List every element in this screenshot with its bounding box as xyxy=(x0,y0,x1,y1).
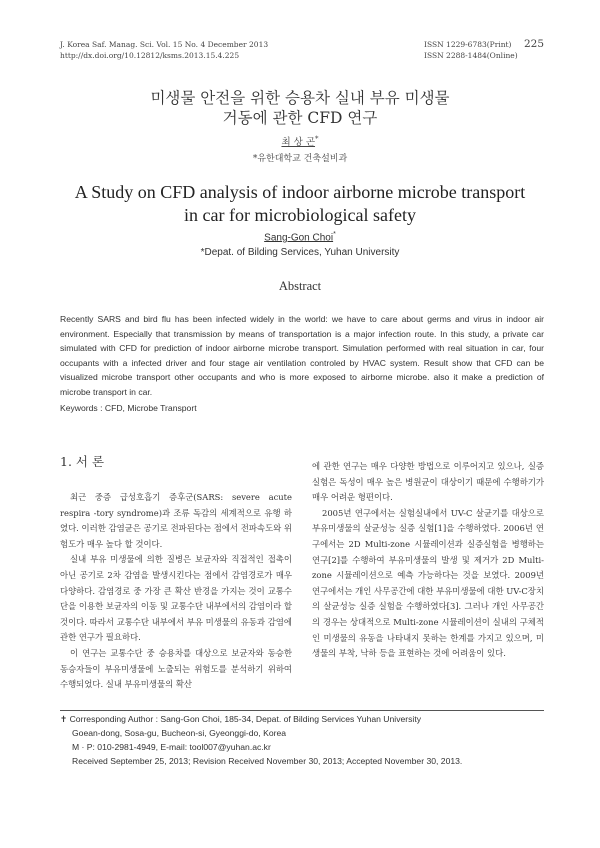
english-affiliation: *Depat. of Bilding Services, Yuhan University xyxy=(200,247,400,258)
korean-affiliation: *유한대학교 건축설비과 xyxy=(252,154,348,164)
english-author-mark: * xyxy=(333,231,336,238)
english-author-name: Sang-Gon Choi xyxy=(264,232,334,244)
korean-author-name: 최 상 곤 xyxy=(281,137,316,148)
issn-print: ISSN 1229-6783(Print) xyxy=(424,40,512,49)
english-author xyxy=(0,231,600,243)
keywords: Keywords : CFD, Microbe Transport xyxy=(60,403,197,413)
footnote-address: Goean-dong, Sosa-gu, Bucheon-si, Gyeonggi-do, Korea xyxy=(72,728,287,738)
abstract-heading: Abstract xyxy=(278,279,322,293)
journal-citation: J. Korea Saf. Manag. Sci. Vol. 15 No. 4 December 2013 xyxy=(60,40,269,49)
korean-author-mark: * xyxy=(315,134,319,143)
page-number: 225 xyxy=(524,38,545,50)
footnote-received: Received September 25, 2013; Revision Received November 30, 2013; Accepted November 30, 2013. xyxy=(72,756,463,766)
korean-author xyxy=(0,134,600,148)
corresponding-author: Corresponding Author : Sang-Gon Choi, 185-34, Depat. of Bilding Services Yuhan University xyxy=(69,714,422,724)
right-column xyxy=(312,459,544,662)
left-paragraph-1: 최근 중증 급성호흡기 증후군(SARS: severe acute respira -tory syndrome)과 조류 독감의 세계적으로 유행 하였다. 이러한 감염균은 공기로 전파된다는 점에서 전파속도와 위험도가 매우 높다 할 것이다. xyxy=(60,492,292,549)
dagger-icon: ✝ xyxy=(60,714,68,724)
issn-online: ISSN 2288-1484(Online) xyxy=(424,51,518,60)
abstract-body: Recently SARS and bird flu has been infected widely in the world: we have to care about germs and virus in indoor air environment. Especially that transmission by means of transportation is a major infection route. In this study, a private car simulated with CFD for prediction of indoor airborne microbe transport. Simulation performed with real situation in car, four occupants with a infected driver and four stage air ventilation controled by HVAC system. Result show that CFD can be visualized microbe transport other occupants and who is more exposed to airborne microbe. also it make a prediction of microbe transport in car. xyxy=(60,314,544,397)
footnote-contact: M · P: 010-2981-4949, E-mail: tool007@yuhan.ac.kr xyxy=(72,742,271,752)
english-title-line2: in car for microbiological safety xyxy=(184,205,416,225)
doi-link[interactable]: http://dx.doi.org/10.12812/ksms.2013.15.4.225 xyxy=(60,51,240,60)
korean-title-line2: 거동에 관한 CFD 연구 xyxy=(222,109,378,127)
korean-title-line1: 미생물 안전을 위한 승용차 실내 부유 미생물 xyxy=(150,89,450,107)
section-heading: 1. 서 론 xyxy=(60,454,105,469)
footnote-divider xyxy=(60,710,544,711)
english-title-line1: A Study on CFD analysis of indoor airborne microbe transport xyxy=(74,182,526,202)
footnote xyxy=(60,712,560,768)
left-paragraph-3: 이 연구는 교통수단 중 승용차를 대상으로 보균자와 동승한 동승자들이 부유미생물에 노출되는 위험도를 분석하기 위하여 수행되었다. 실내 부유미생물의 확산 xyxy=(60,647,292,690)
right-paragraph-1: 에 관한 연구는 매우 다양한 방법으로 이루어지고 있으나, 실증 실험은 독성이 매우 높은 병원균이 대상이기 때문에 수행하기가 매우 어려운 형편이다. xyxy=(312,461,544,503)
left-column xyxy=(60,490,292,693)
right-paragraph-2: 2005년 연구에서는 실험실내에서 UV-C 살균기를 대상으로 부유미생물의 살균성능 실증 실험[1]을 수행하였다. 2006년 연구에서는 2D Multi-zone 시뮬레이션과 실증실험을 병행하는 연구[2]를 수행하여 부유미생물의 발생 및 제거가 2D Multi-zone 시뮬레이션으로 예측 가능하다는 것을 보였다. 2009년 연구에서는 개인 사무공간에 대한 부유미생물에 대한 UV-C장치의 살균성능 실증 실험을 수행하였다[3]. 그러나 개인 사무공간의 경우는 상대적으로 Multi-zone 시뮬레이션이 실내의 구체적인 미생물의 유동을 나타내지 못하는 한계를 가지고 있으며, 미생물의 부착, 낙하 등을 표현하는 것에 어려움이 있다. xyxy=(312,507,544,659)
left-paragraph-2: 실내 부유 미생물에 의한 질병은 보균자와 직접적인 접촉이 아닌 공기로 2차 감염을 발생시킨다는 점에서 감염경로가 매우 다양하다. 감염경로 중 가장 큰 확산 반경을 가지는 것이 교통수단을 이용한 보균자의 이동 및 교통수단 내부에서의 감염이라 할 것이다. 따라서 교통수단 내부에서 부유 미생물의 유동과 감염에 관한 연구가 필요하다. xyxy=(60,554,292,643)
footnote-line-1 xyxy=(60,712,560,726)
